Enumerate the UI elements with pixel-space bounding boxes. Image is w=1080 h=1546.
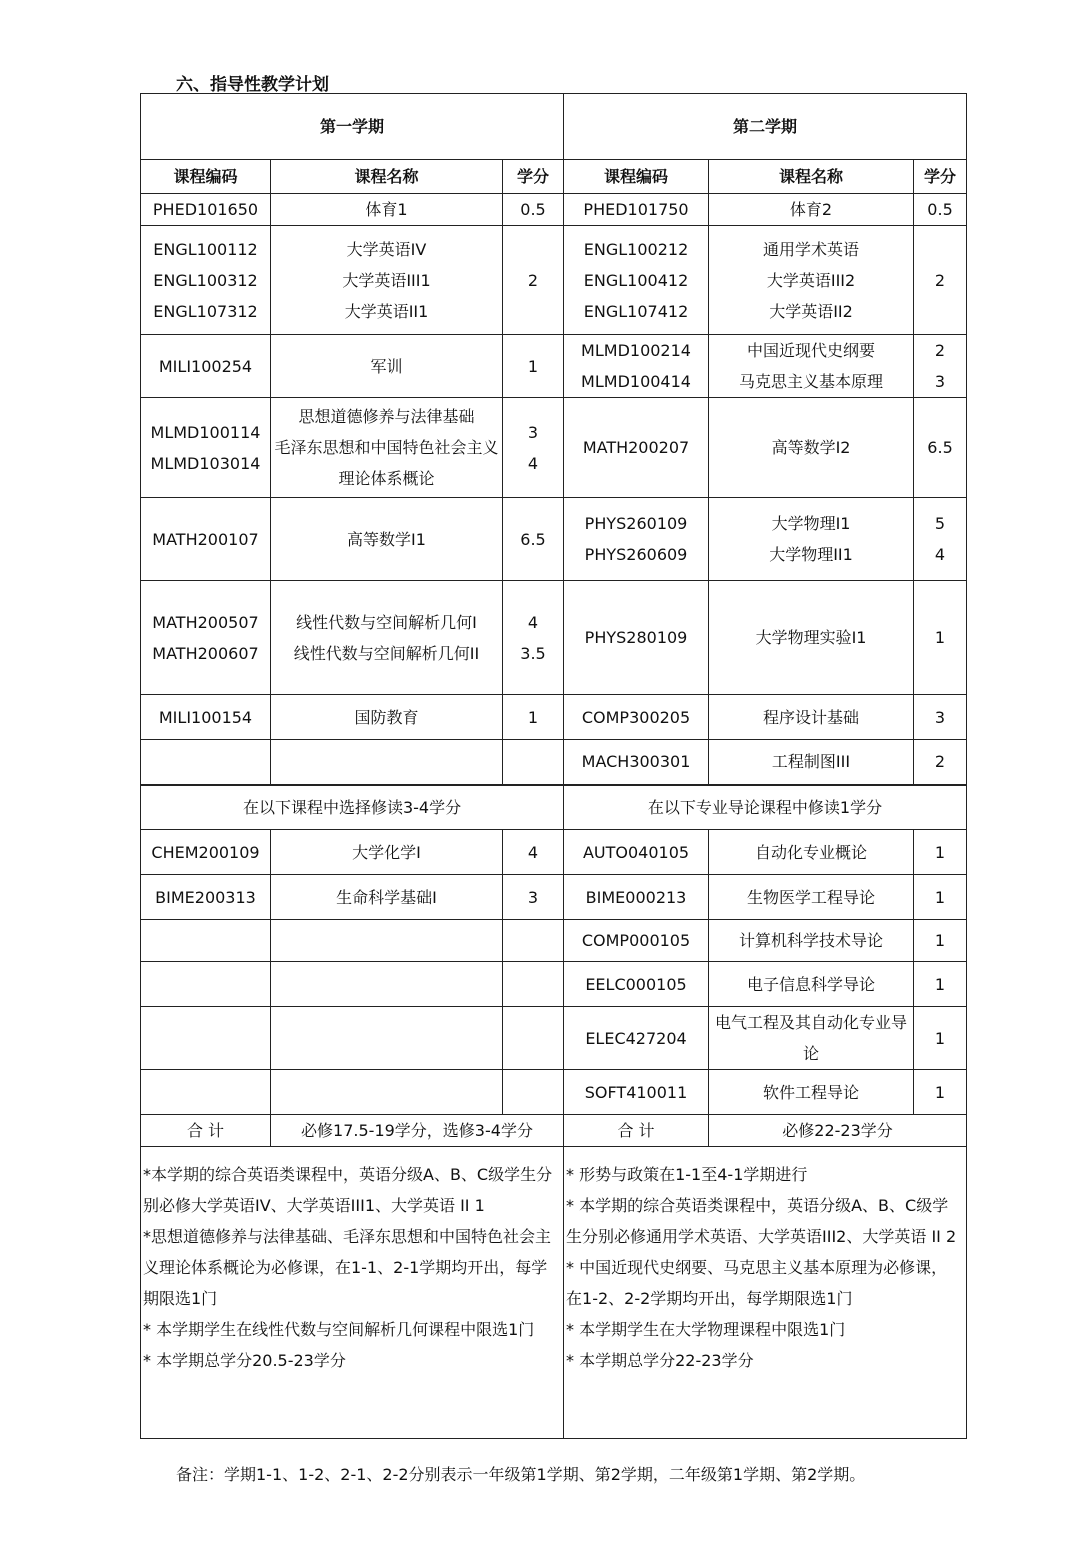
note: *思想道德修养与法律基础、毛泽东思想和中国特色社会主义理论体系概论为必修课，在1-1、2-1学期均开出，每学期限选1门 <box>143 1227 552 1308</box>
course-name-line: 大学英语III2 <box>766 270 856 290</box>
elective-code <box>564 920 709 962</box>
course-name-line: 工程制图III <box>771 752 851 772</box>
course-credit-line: 2 <box>934 270 946 290</box>
col-header-name: 课程名称 <box>709 160 914 194</box>
course-credit-line: 1 <box>934 628 946 647</box>
course-credit <box>914 398 967 498</box>
course-code <box>141 581 271 695</box>
elective-credit <box>503 875 564 920</box>
course-code <box>564 335 709 398</box>
remark-note: 备注：学期1-1、1-2、2-1、2-2分别表示一年级第1学期、第2学期，二年级第1学期、第2学期。 <box>176 1465 866 1484</box>
course-credit-line: 4 <box>527 453 539 473</box>
elective-credit <box>503 1070 564 1115</box>
course-name <box>709 498 914 581</box>
course-code-line: MILI100254 <box>158 356 253 376</box>
elective-code-text: BIME000213 <box>585 887 687 907</box>
course-credit <box>914 740 967 785</box>
course-credit <box>914 498 967 581</box>
course-code <box>141 398 271 498</box>
table-row <box>141 740 967 785</box>
semester2-title: 第二学期 <box>564 94 967 160</box>
course-code <box>564 398 709 498</box>
elective-credit-text: 1 <box>934 842 946 862</box>
course-name-line: 大学英语III1 <box>342 270 431 290</box>
table-row <box>141 581 967 695</box>
note: *本学期的综合英语类课程中，英语分级A、B、C级学生分别必修大学英语IV、大学英语III1、大学英语 II 1 <box>143 1165 553 1215</box>
table-row <box>141 498 967 581</box>
semester1-elective-header: 在以下课程中选择修读3-4学分 <box>141 785 564 830</box>
course-code <box>141 335 271 398</box>
elective-code <box>564 962 709 1007</box>
note: * 本学期总学分20.5-23学分 <box>143 1351 346 1370</box>
elective-credit-text: 1 <box>934 1082 946 1102</box>
elective-name-text: 生物医学工程导论 <box>747 887 876 907</box>
semester2-total-label: 合 计 <box>564 1115 709 1147</box>
course-code-line: ENGL107312 <box>153 301 258 321</box>
course-code-line: MLMD100214 <box>581 341 691 360</box>
table-row <box>141 695 967 740</box>
course-code-line: ENGL100412 <box>583 270 689 290</box>
course-name <box>271 740 503 785</box>
course-credit-line: 3.5 <box>520 643 546 663</box>
table-row <box>141 194 967 226</box>
course-credit <box>503 740 564 785</box>
elective-name-text: 大学化学I <box>352 842 421 862</box>
semester1-total-label: 合 计 <box>141 1115 271 1147</box>
note: * 本学期学生在大学物理课程中限选1门 <box>566 1320 846 1339</box>
course-credit <box>503 695 564 740</box>
course-code-line: MATH200207 <box>582 438 690 457</box>
semester2-elective-header: 在以下专业导论课程中修读1学分 <box>564 785 967 830</box>
elective-name <box>709 875 914 920</box>
elective-name <box>271 962 503 1007</box>
elective-credit-text: 4 <box>527 842 539 862</box>
elective-name-text: 软件工程导论 <box>763 1082 860 1102</box>
table-row <box>141 875 967 920</box>
elective-name-text: 电气工程及其自动化专业导论 <box>715 1013 908 1063</box>
elective-code-text: EELC000105 <box>585 974 687 994</box>
course-credit <box>914 335 967 398</box>
elective-name <box>271 1007 503 1070</box>
course-name <box>709 581 914 695</box>
course-code-line: ENGL100112 <box>153 239 258 259</box>
elective-name <box>709 830 914 875</box>
course-code-line: MLMD100414 <box>581 372 691 391</box>
semester1-total-value: 必修17.5-19学分，选修3-4学分 <box>271 1115 564 1147</box>
elective-code <box>141 1070 271 1115</box>
course-credit-line: 6.5 <box>520 529 546 549</box>
elective-code-text: ELEC427204 <box>585 1028 687 1048</box>
course-name-line: 线性代数与空间解析几何I <box>296 612 477 632</box>
elective-credit <box>503 1007 564 1070</box>
course-code-line: ENGL107412 <box>583 301 689 321</box>
table-row <box>141 962 967 1007</box>
course-credit-line: 4 <box>934 545 946 564</box>
note: * 本学期学生在线性代数与空间解析几何课程中限选1门 <box>143 1320 535 1339</box>
elective-code <box>564 1007 709 1070</box>
course-code-line: COMP300205 <box>581 707 691 727</box>
course-name-line: 线性代数与空间解析几何II <box>293 643 480 663</box>
elective-code <box>141 830 271 875</box>
course-code-line: ENGL100212 <box>583 239 689 259</box>
col-header-name: 课程名称 <box>271 160 503 194</box>
course-credit-line: 2 <box>934 752 946 772</box>
col-header-credit: 学分 <box>914 160 967 194</box>
course-code-line: PHYS280109 <box>584 628 688 647</box>
course-credit-line: 3 <box>934 707 946 727</box>
course-name <box>271 398 503 498</box>
elective-name <box>271 830 503 875</box>
course-credit <box>914 194 967 226</box>
course-code <box>564 695 709 740</box>
course-code-line: PHYS260109 <box>584 514 688 533</box>
course-name <box>709 226 914 335</box>
note: * 形势与政策在1-1至4-1学期进行 <box>566 1165 808 1184</box>
teaching-plan-table <box>140 93 967 1439</box>
table-row <box>141 1070 967 1115</box>
course-name-line: 大学英语II1 <box>344 301 429 321</box>
course-credit-line: 1 <box>527 356 539 376</box>
elective-code <box>141 1007 271 1070</box>
course-credit-line: 3 <box>934 372 946 391</box>
course-name-line: 高等数学I2 <box>771 438 851 457</box>
course-code-line: ENGL100312 <box>153 270 258 290</box>
course-name-line: 程序设计基础 <box>763 707 860 727</box>
elective-credit <box>503 920 564 962</box>
course-credit <box>503 226 564 335</box>
course-name-line: 体育1 <box>365 200 408 219</box>
course-code-line: MACH300301 <box>581 752 691 772</box>
note: * 本学期总学分22-23学分 <box>566 1351 754 1370</box>
course-name <box>709 335 914 398</box>
course-credit <box>914 695 967 740</box>
elective-credit <box>914 962 967 1007</box>
elective-credit <box>914 830 967 875</box>
elective-credit-text: 1 <box>934 1028 946 1048</box>
course-name-line: 高等数学I1 <box>347 529 426 549</box>
table-row <box>141 398 967 498</box>
course-name-line: 大学物理II1 <box>769 545 853 564</box>
course-name-line: 大学英语II2 <box>769 301 853 321</box>
course-credit-line: 6.5 <box>927 438 953 457</box>
course-credit <box>503 398 564 498</box>
elective-code-text: SOFT410011 <box>584 1082 688 1102</box>
semester2-total-value: 必修22-23学分 <box>709 1115 967 1147</box>
elective-code-text: AUTO040105 <box>582 842 690 862</box>
table-row <box>141 830 967 875</box>
course-name-line: 大学物理I1 <box>771 514 851 533</box>
table-row <box>141 226 967 335</box>
semester2-notes <box>564 1147 967 1439</box>
elective-credit-text: 1 <box>934 931 946 950</box>
note: * 本学期的综合英语类课程中，英语分级A、B、C级学生分别必修通用学术英语、大学英语III2、大学英语 II 2 <box>566 1196 957 1246</box>
semester1-notes <box>141 1147 564 1439</box>
elective-code-text: COMP000105 <box>581 931 691 950</box>
elective-credit-text: 1 <box>934 887 946 907</box>
course-credit <box>914 581 967 695</box>
course-name-line: 通用学术英语 <box>763 239 860 259</box>
course-code-line: MATH200607 <box>152 643 259 663</box>
course-name <box>709 398 914 498</box>
course-name-line: 大学物理实验I1 <box>755 628 867 647</box>
course-name <box>271 194 503 226</box>
table-row <box>141 1007 967 1070</box>
course-name-line: 思想道德修养与法律基础 <box>298 407 475 426</box>
elective-credit-text: 1 <box>934 974 946 994</box>
course-code-line: PHYS260609 <box>584 545 688 564</box>
course-code-line: PHED101750 <box>583 200 689 219</box>
note: * 中国近现代史纲要、马克思主义基本原理为必修课，在1-2、2-2学期均开出，每学期限选1门 <box>566 1258 948 1308</box>
course-code-line: MATH200507 <box>152 612 259 632</box>
course-credit-line: 0.5 <box>520 200 546 219</box>
elective-name <box>709 1007 914 1070</box>
elective-name <box>709 920 914 962</box>
course-code-line: MLMD100114 <box>150 422 261 442</box>
elective-name <box>709 962 914 1007</box>
course-name-line: 大学英语IV <box>346 239 427 259</box>
elective-name-text: 自动化专业概论 <box>755 842 868 862</box>
elective-code <box>564 830 709 875</box>
elective-code <box>564 1070 709 1115</box>
course-name-line: 毛泽东思想和中国特色社会主义理论体系概论 <box>274 438 499 488</box>
course-name <box>271 335 503 398</box>
elective-name-text: 电子信息科学导论 <box>747 974 876 994</box>
elective-name-text: 计算机科学技术导论 <box>739 931 884 950</box>
course-name <box>271 498 503 581</box>
course-name-line: 国防教育 <box>354 707 419 727</box>
course-name-line: 军训 <box>370 356 403 376</box>
course-name-line: 体育2 <box>789 200 833 219</box>
elective-code <box>141 875 271 920</box>
course-code-line: MATH200107 <box>152 529 259 549</box>
course-code <box>564 498 709 581</box>
course-code <box>564 226 709 335</box>
course-code <box>141 226 271 335</box>
course-name <box>709 740 914 785</box>
course-credit <box>503 335 564 398</box>
elective-credit <box>503 830 564 875</box>
elective-code-text: BIME200313 <box>155 887 256 907</box>
course-credit <box>503 194 564 226</box>
elective-code <box>141 962 271 1007</box>
course-name <box>709 695 914 740</box>
course-code-line: PHED101650 <box>152 200 259 219</box>
elective-credit-text: 3 <box>527 887 539 907</box>
course-code <box>564 581 709 695</box>
course-credit <box>503 581 564 695</box>
elective-credit <box>914 1007 967 1070</box>
course-credit-line: 1 <box>527 707 539 727</box>
course-credit <box>503 498 564 581</box>
elective-credit <box>503 962 564 1007</box>
elective-name <box>271 920 503 962</box>
course-name-line: 马克思主义基本原理 <box>739 372 884 391</box>
course-credit-line: 2 <box>527 270 539 290</box>
col-header-code: 课程编码 <box>141 160 271 194</box>
course-code <box>564 740 709 785</box>
course-code <box>141 194 271 226</box>
elective-name-text: 生命科学基础I <box>336 887 437 907</box>
course-code <box>141 740 271 785</box>
course-name <box>271 581 503 695</box>
course-code <box>141 498 271 581</box>
course-name <box>271 695 503 740</box>
course-credit-line: 2 <box>934 341 946 360</box>
col-header-credit: 学分 <box>503 160 564 194</box>
course-code <box>141 695 271 740</box>
course-credit <box>914 226 967 335</box>
course-name-line: 中国近现代史纲要 <box>747 341 876 360</box>
elective-credit <box>914 1070 967 1115</box>
elective-credit <box>914 920 967 962</box>
elective-code <box>564 875 709 920</box>
course-credit-line: 4 <box>527 612 539 632</box>
course-name <box>709 194 914 226</box>
semester1-title: 第一学期 <box>141 94 564 160</box>
col-header-code: 课程编码 <box>564 160 709 194</box>
course-name <box>271 226 503 335</box>
table-row <box>141 920 967 962</box>
elective-name <box>271 1070 503 1115</box>
elective-credit <box>914 875 967 920</box>
elective-code <box>141 920 271 962</box>
course-code-line: MILI100154 <box>158 707 253 727</box>
elective-code-text: CHEM200109 <box>151 842 260 862</box>
table-row <box>141 335 967 398</box>
course-credit-line: 0.5 <box>927 200 953 219</box>
course-credit-line: 5 <box>934 514 946 533</box>
elective-name <box>271 875 503 920</box>
course-credit-line: 3 <box>527 422 539 442</box>
section-title: 六、指导性教学计划 <box>176 75 329 95</box>
elective-name <box>709 1070 914 1115</box>
course-code <box>564 194 709 226</box>
course-code-line: MLMD103014 <box>150 453 261 473</box>
